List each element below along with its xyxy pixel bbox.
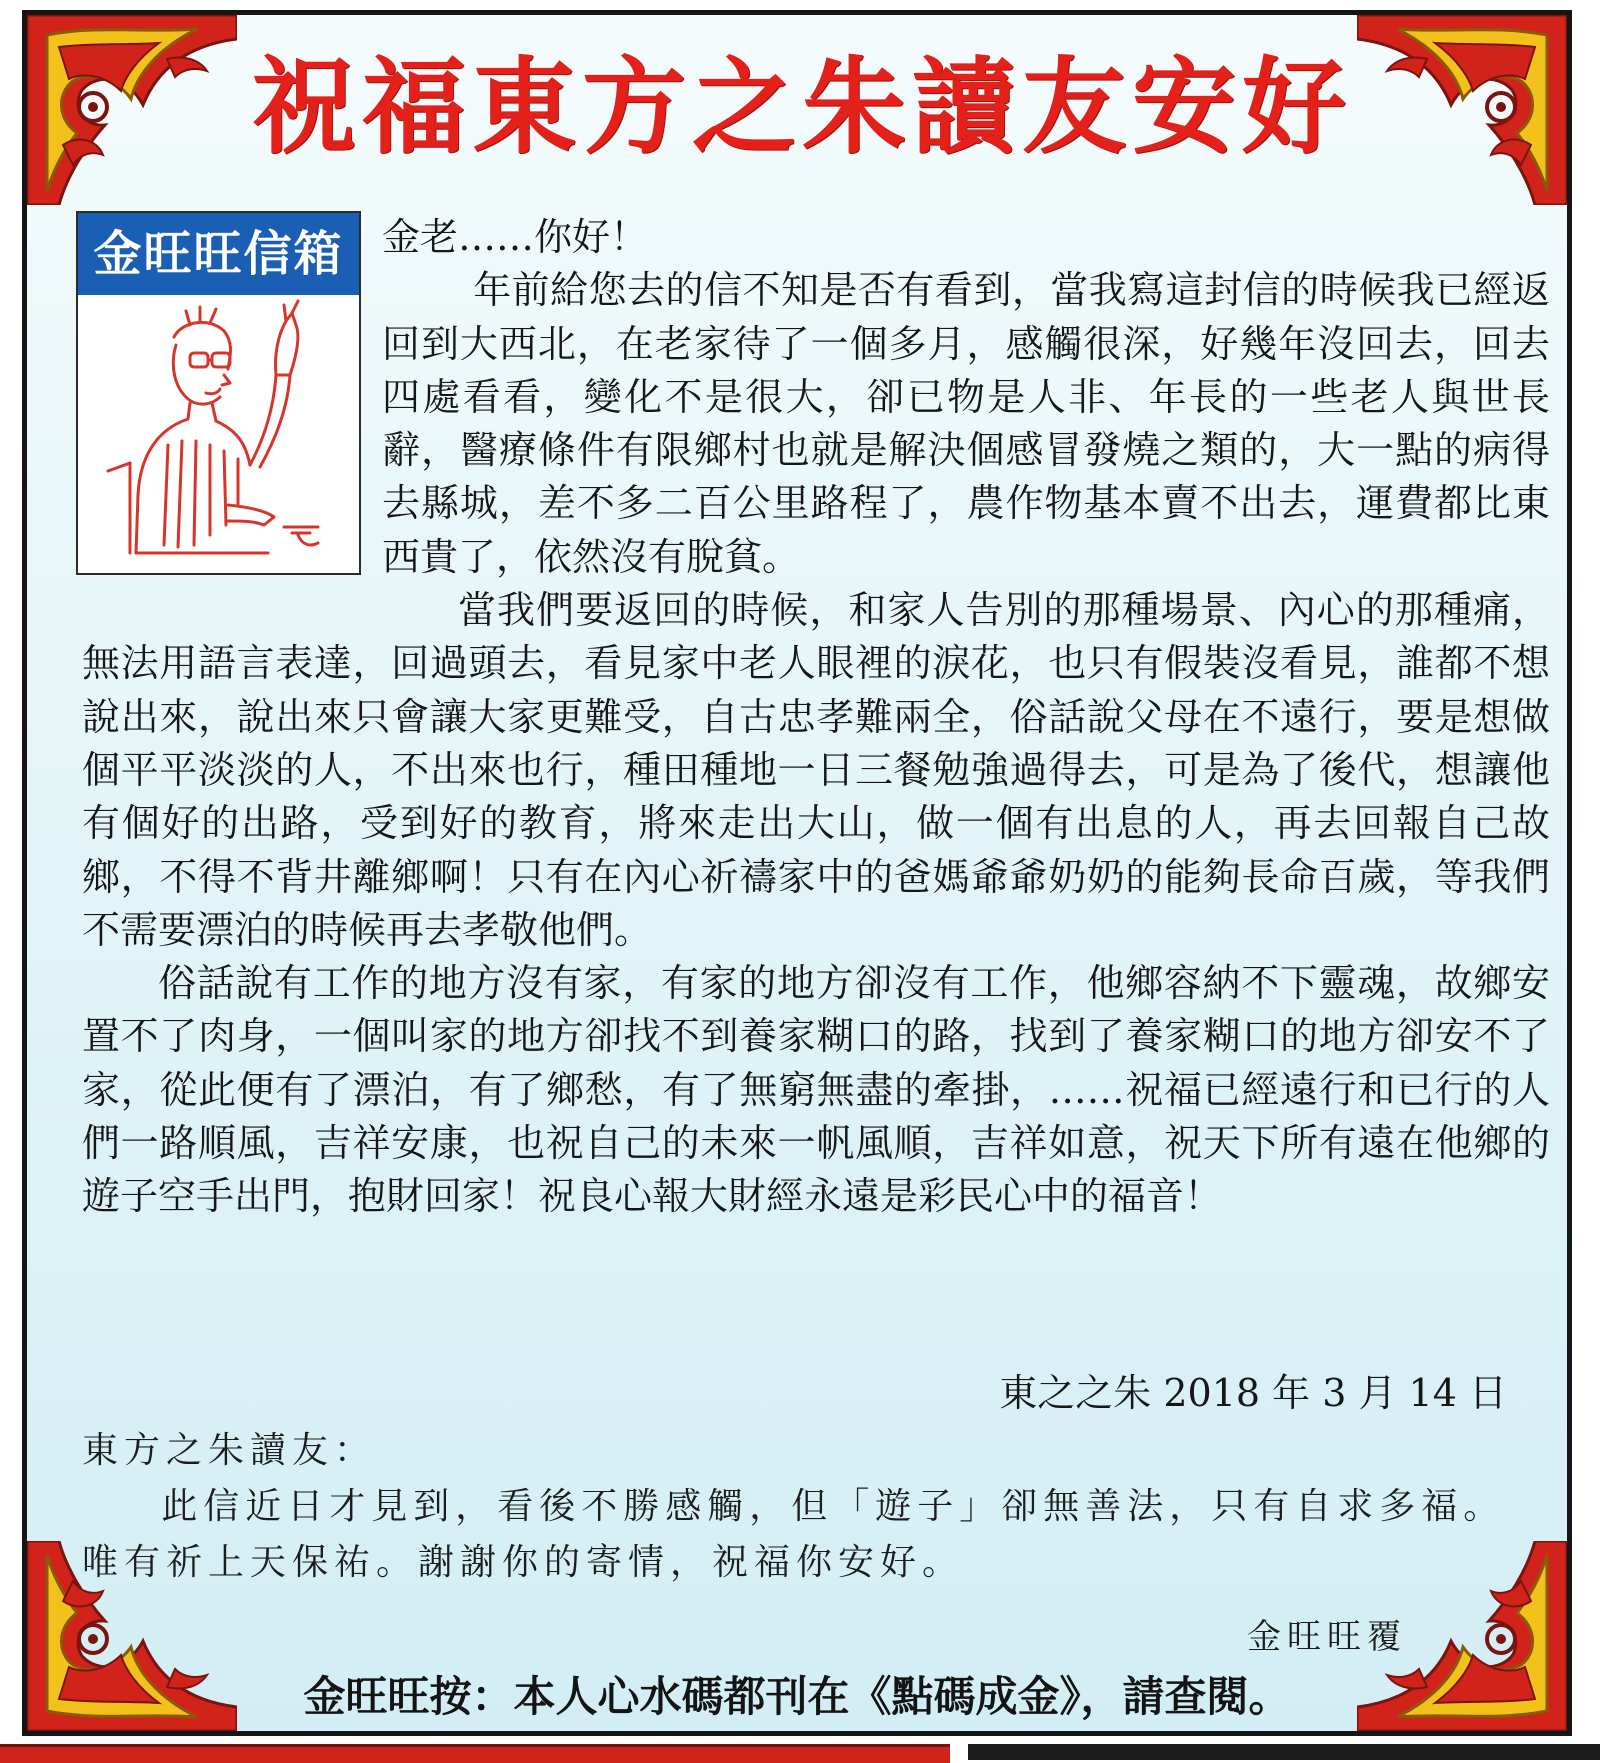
bottom-strip-dark bbox=[968, 1744, 1600, 1760]
letter-signature: 東之之朱 2018 年 3 月 14 日 bbox=[999, 1371, 1507, 1415]
corner-ornament-top-right bbox=[1357, 15, 1567, 205]
letter-paragraph: 年前給您去的信不知是否有看到，當我寫這封信的時候我已經返回到大西北，在老家待了一個多月，感觸很深，好幾年沒回去，回去四處看看，變化不是很大，卻已物是人非、年長的一些老人與世長辭，醫療條件有限鄉村也就是解決個感冒發燒之類的，大一點的病得去縣城，差不多二百公里路程了，農作物基本賣不出去，運費都比東西貴了，依然沒有脫貧。 bbox=[382, 268, 1550, 579]
letter-paragraph: 當我們要返回的時候，和家人告別的那種場景、內心的那種痛，無法用語言表達，回過頭去，看見家中老人眼裡的淚花，也只有假裝沒看見，誰都不想說出來，說出來只會讓大家更難受，自古忠孝難兩全，俗話說父母在不遠行，要是想做個平平淡淡的人，不出來也行，種田種地一日三餐勉強過得去，可是為了後代，想讓他有個好的出路，受到好的教育，將來走出大山，做一個有出息的人，再去回報自己故鄉，不得不背井離鄉啊！只有在內心祈禱家中的爸媽爺爺奶奶的能夠長命百歲，等我們不需要漂泊的時候再去孝敬他們。 bbox=[82, 588, 1550, 952]
letter-greeting: 金老……你好！ bbox=[382, 215, 649, 259]
letter-panel bbox=[22, 10, 1572, 1736]
reply-body: 此信近日才見到，看後不勝感觸，但「遊子」卻無善法，只有自求多福。唯有祈上天保祐。謝謝你的寄情，祝福你安好。 bbox=[82, 1486, 1506, 1583]
letter-paragraph: 俗話說有工作的地方沒有家，有家的地方卻沒有工作，他鄉容納不下靈魂，故鄉安置不了肉身，一個叫家的地方卻找不到養家糊口的路，找到了養家糊口的地方卻安不了家，從此便有了漂泊，有了鄉愁，有了無窮無盡的牽掛，……祝福已經遠行和已行的人們一路順風，吉祥安康，也祝自己的未來一帆風順，吉祥如意，祝天下所有遠在他鄉的遊子空手出門，抱財回家！祝良心報大財經永遠是彩民心中的福音！ bbox=[82, 961, 1550, 1219]
reply-signature: 金旺旺覆 bbox=[1247, 1617, 1407, 1657]
bottom-strip-red bbox=[0, 1744, 950, 1763]
badge-spacer bbox=[82, 211, 382, 589]
reply-section bbox=[82, 1423, 1542, 1591]
letter-body bbox=[82, 211, 1550, 1224]
editor-note: 金旺旺按：本人心水碼都刊在《點碼成金》，請查閱。 bbox=[303, 1672, 1291, 1721]
headline: 祝福東方之朱讀友安好 bbox=[251, 45, 1352, 168]
column-title: 金旺旺信箱 bbox=[78, 213, 359, 295]
reply-salutation: 東方之朱讀友： bbox=[82, 1430, 377, 1471]
corner-ornament-top-left bbox=[27, 15, 237, 205]
